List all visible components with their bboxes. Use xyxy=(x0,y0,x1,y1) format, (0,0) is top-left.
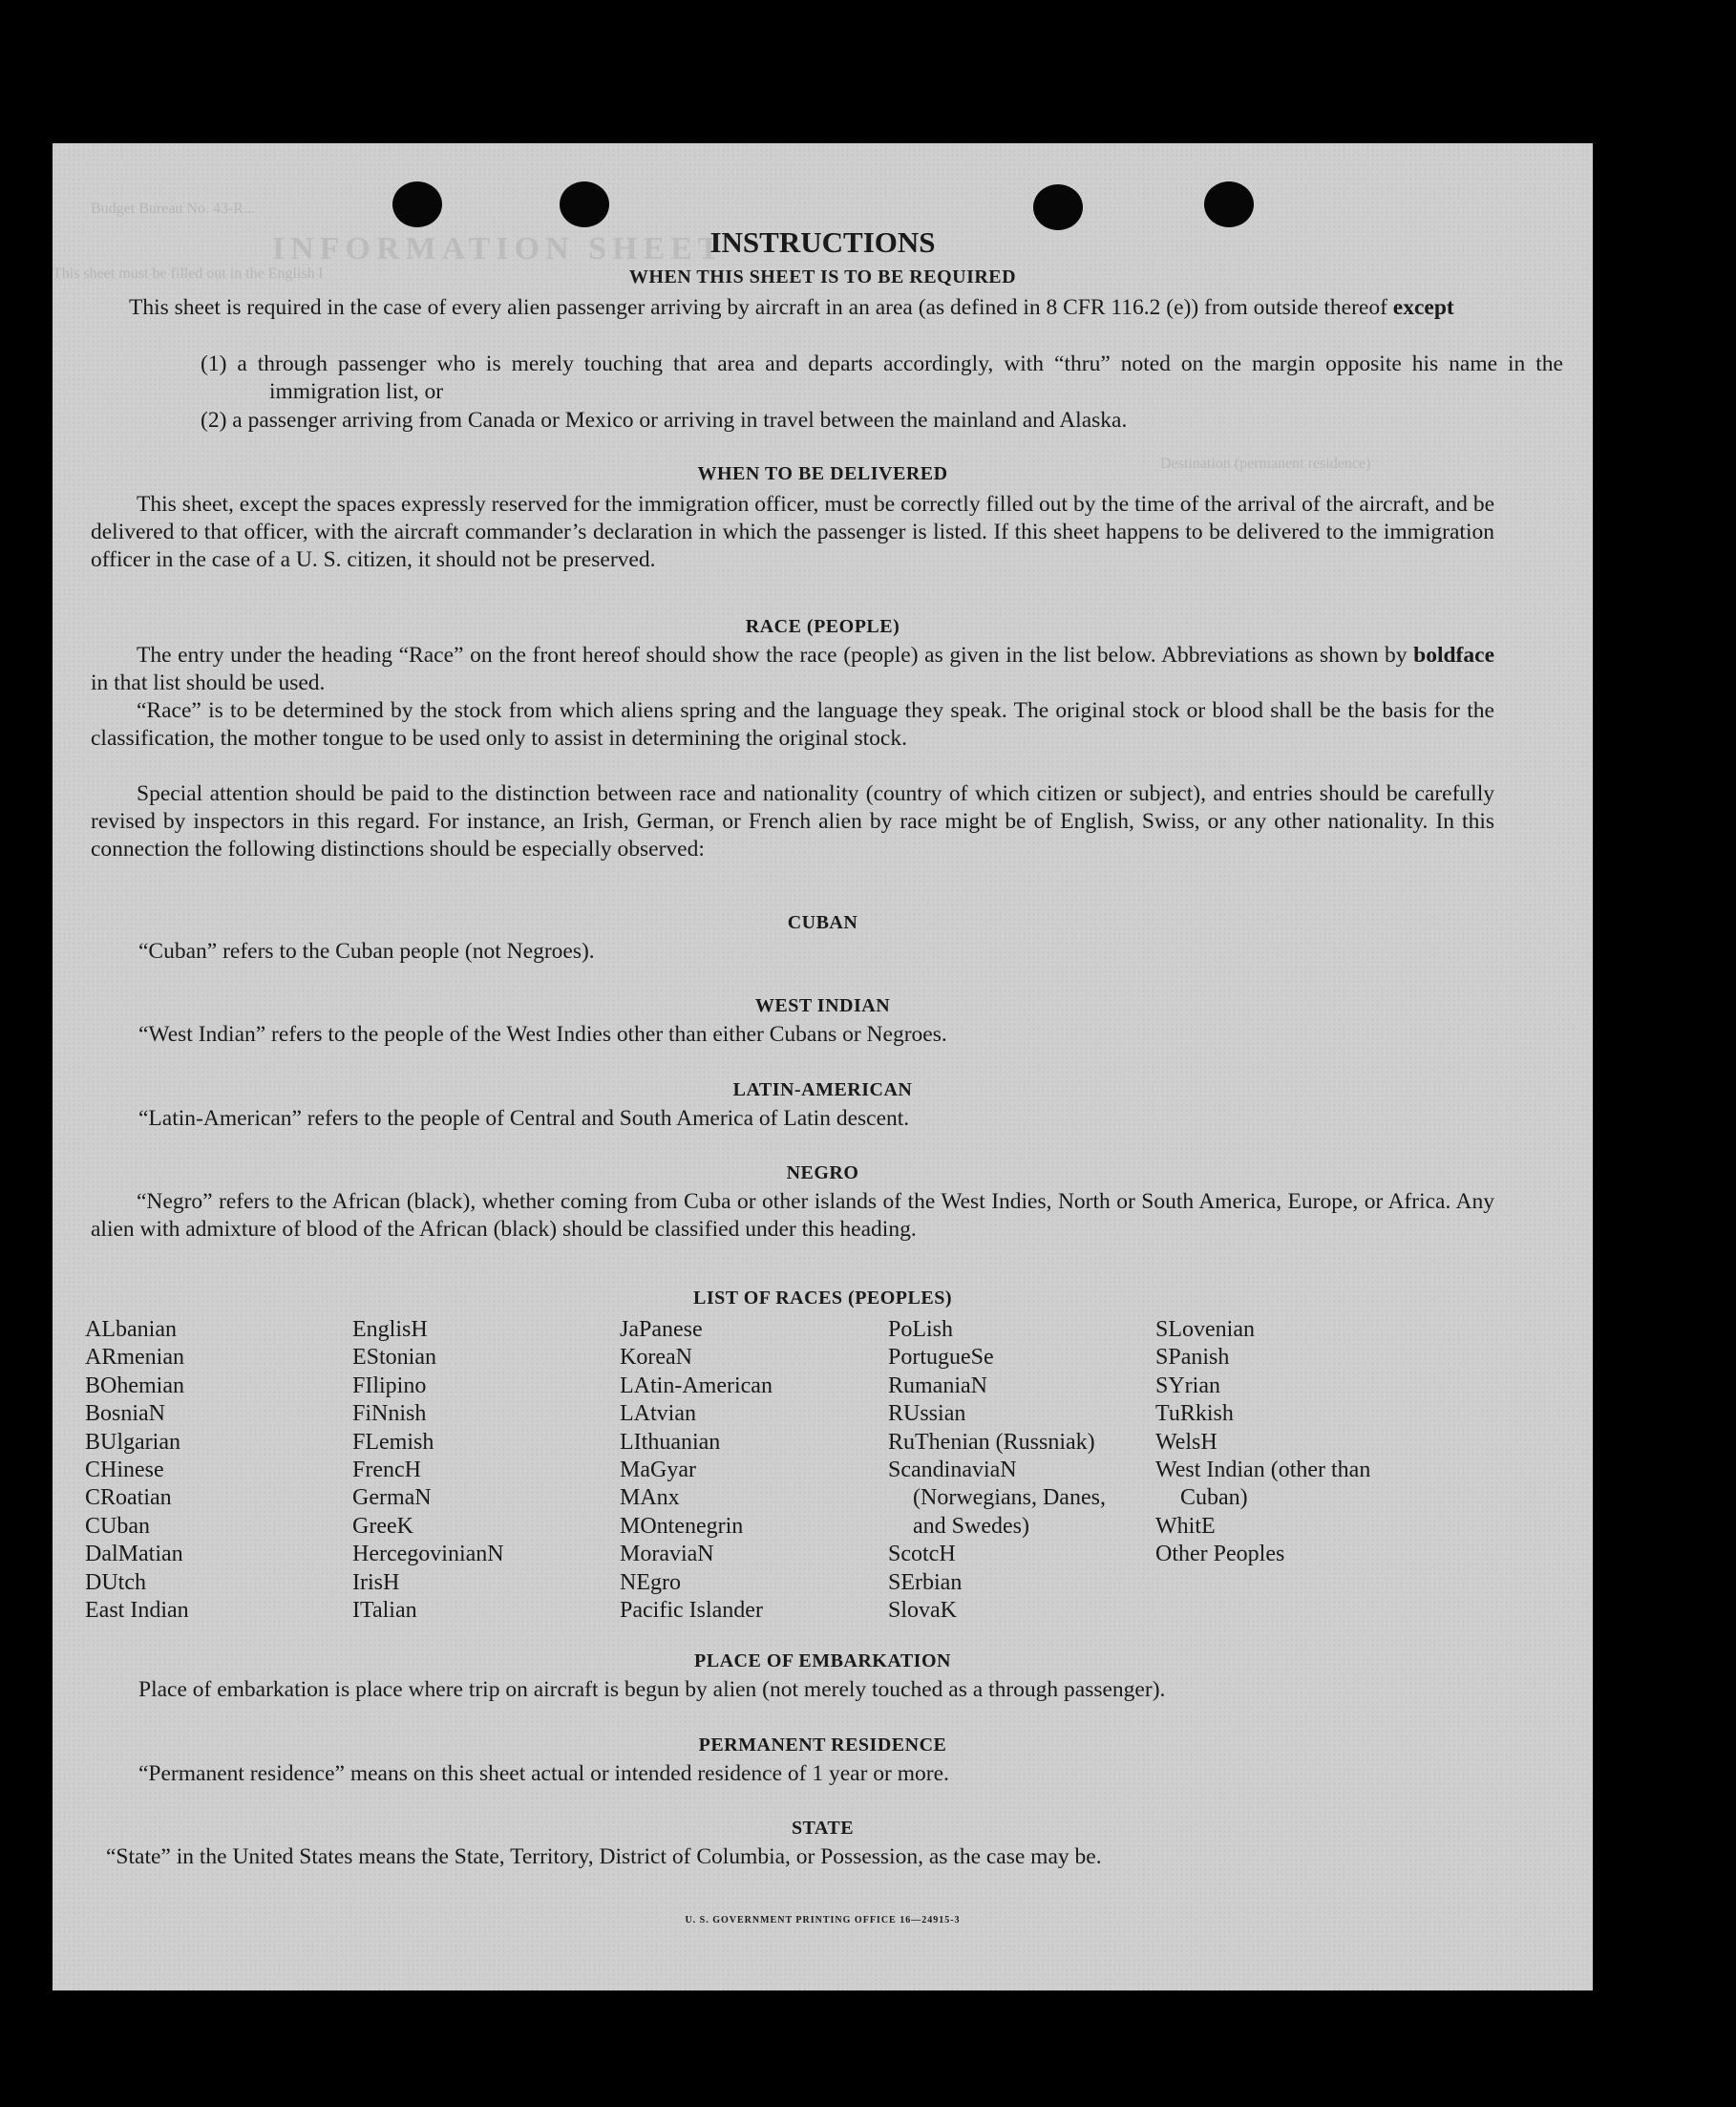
boldface-word: boldface xyxy=(1413,643,1494,668)
race-item: EStonian xyxy=(352,1345,436,1371)
page-title: INSTRUCTIONS xyxy=(709,225,936,259)
when-required-intro-text: This sheet is required in the case of every alien passenger arriving by aircraft in an area (as defined in 8 CFR 116.2 (e)) from outside thereof xyxy=(129,295,1387,320)
race-item: GermaN xyxy=(352,1485,432,1511)
race-item: GreeK xyxy=(352,1513,413,1539)
race-item: ScandinaviaN (Norwegians, Danes, and Swedes) xyxy=(888,1458,1106,1539)
printing-office-imprint: U. S. GOVERNMENT PRINTING OFFICE 16—24915-3 xyxy=(685,1915,961,1926)
heading-latin-american: LATIN-AMERICAN xyxy=(732,1079,913,1100)
race-item: PoLish xyxy=(888,1317,954,1342)
race-item: SLovenian xyxy=(1155,1317,1255,1342)
race-item: CUban xyxy=(85,1513,150,1539)
bleed-through-line: This sheet must be filled out in the English l xyxy=(53,266,324,282)
punch-hole xyxy=(1204,181,1254,227)
race-item: RuThenian (Russniak) xyxy=(888,1429,1095,1455)
race-item: PortugueSe xyxy=(888,1345,994,1371)
when-delivered-text: This sheet, except the spaces expressly reserved for the immigration officer, must be correctly filled out by the time of the arrival of the aircraft, and be delivered to that officer, with the aircraft commander’s declaration in which the passenger is listed. If this sheet happens to be delivered to the immigration officer in the case of a U. S. citizen, it should not be preserved. xyxy=(91,492,1494,572)
race-item: MAnx xyxy=(620,1485,680,1511)
latin-american-text: “Latin-American” refers to the people of Central and South America of Latin descent. xyxy=(138,1106,910,1131)
race-item: LAtvian xyxy=(620,1401,696,1427)
race-item: MoraviaN xyxy=(620,1542,714,1567)
heading-west-indian: WEST INDIAN xyxy=(754,995,891,1016)
negro-text: “Negro” refers to the African (black), whether coming from Cuba or other islands of the West Indies, North or South America, Europe, or Africa. Any alien with admixture of blood of the African (black) should be classified under this heading. xyxy=(91,1189,1494,1242)
race-item: FrencH xyxy=(352,1458,421,1483)
race-item: WhitE xyxy=(1155,1513,1216,1539)
race-item: DalMatian xyxy=(85,1542,183,1567)
race-paragraph-2: “Race” is to be determined by the stock from which aliens spring and the language they speak. The original stock or blood shall be the basis for the classification, the mother tongue to be used only to assist in determining the original stock. xyxy=(91,698,1494,751)
residence-text: “Permanent residence” means on this sheet actual or intended residence of 1 year or more. xyxy=(138,1761,949,1786)
punch-hole xyxy=(392,181,442,227)
race-item: WelsH xyxy=(1155,1429,1217,1455)
when-required-item-2: (2) a passenger arriving from Canada or Mexico or arriving in travel between the mainland and Alaska. xyxy=(201,408,1128,433)
race-item: NEgro xyxy=(620,1569,681,1595)
heading-state: STATE xyxy=(791,1818,855,1839)
race-item: CRoatian xyxy=(85,1485,172,1511)
race-item: JaPanese xyxy=(620,1317,703,1342)
bleed-through-heading: INFORMATION SHEET xyxy=(272,231,726,266)
when-required-intro xyxy=(72,294,1494,322)
race-item: SPanish xyxy=(1155,1345,1230,1371)
race-item: ALbanian xyxy=(85,1317,177,1342)
races-column-3 xyxy=(620,1316,878,1625)
west-indian-text: “West Indian” refers to the people of the West Indies other than either Cubans or Negroes. xyxy=(138,1022,947,1047)
race-item: RUssian xyxy=(888,1401,966,1427)
race-item: HercegovinianN xyxy=(352,1542,504,1567)
race-item: KoreaN xyxy=(620,1345,692,1371)
race-paragraph-3: Special attention should be paid to the distinction between race and nationality (country of which citizen or subject), and entries should be carefully revised by inspectors in this regard. For instance, an Irish, German, or French alien by race might be of English, Swiss, or any other nationality. In this connection the following distinctions should be especially observed: xyxy=(91,781,1494,862)
race-item: Other Peoples xyxy=(1155,1542,1285,1567)
heading-cuban: CUBAN xyxy=(787,912,858,933)
race-p1-text-end: in that list should be used. xyxy=(91,670,326,695)
bleed-through-line: Destination (permanent residence) xyxy=(1160,456,1371,472)
race-item: West Indian (other than Cuban) xyxy=(1155,1458,1371,1511)
punch-hole xyxy=(560,181,609,227)
embarkation-text: Place of embarkation is place where trip on aircraft is begun by alien (not merely touched as a through passenger). xyxy=(138,1677,1166,1702)
heading-place-of-embarkation: PLACE OF EMBARKATION xyxy=(694,1650,951,1671)
race-item: FLemish xyxy=(352,1429,434,1455)
race-item: RumaniaN xyxy=(888,1373,987,1398)
race-item: ARmenian xyxy=(85,1345,184,1371)
race-item: ScotcH xyxy=(888,1542,956,1567)
race-item: SYrian xyxy=(1155,1373,1220,1398)
race-item: BOhemian xyxy=(85,1373,184,1398)
document-sheet xyxy=(53,143,1593,1990)
when-required-item-1: (1) a through passenger who is merely touching that area and departs accordingly, with “thru” noted on the margin opposite his name in the immigration list, or xyxy=(201,351,1563,404)
race-item: DUtch xyxy=(85,1569,146,1595)
race-item: BUlgarian xyxy=(85,1429,180,1455)
races-column-4 xyxy=(888,1316,1141,1625)
races-column-2 xyxy=(352,1316,610,1625)
races-column-5 xyxy=(1155,1316,1418,1569)
bleed-through-line: Budget Bureau No. 43-R... xyxy=(91,201,255,217)
race-item: ITalian xyxy=(352,1598,417,1624)
heading-permanent-residence: PERMANENT RESIDENCE xyxy=(698,1735,947,1756)
races-column-1 xyxy=(85,1316,343,1625)
state-text: “State” in the United States means the State, Territory, District of Columbia, or Possession, as the case may be. xyxy=(106,1844,1102,1869)
except-bold: except xyxy=(1392,295,1454,320)
race-item: FiNnish xyxy=(352,1401,427,1427)
race-item: CHinese xyxy=(85,1458,164,1483)
race-item: TuRkish xyxy=(1155,1401,1234,1427)
race-paragraph-1 xyxy=(91,642,1494,697)
race-item: LAtin-American xyxy=(620,1373,773,1398)
race-item: LIthuanian xyxy=(620,1429,721,1455)
heading-negro: NEGRO xyxy=(786,1162,859,1183)
race-item: MaGyar xyxy=(620,1458,696,1483)
heading-race: RACE (PEOPLE) xyxy=(745,616,900,637)
heading-when-delivered: WHEN TO BE DELIVERED xyxy=(697,463,948,484)
race-item: BosniaN xyxy=(85,1401,165,1427)
race-item: EnglisH xyxy=(352,1317,428,1342)
punch-hole xyxy=(1033,184,1083,230)
race-item: Pacific Islander xyxy=(620,1598,763,1624)
heading-when-required: WHEN THIS SHEET IS TO BE REQUIRED xyxy=(628,266,1017,287)
cuban-text: “Cuban” refers to the Cuban people (not Negroes). xyxy=(138,939,595,964)
race-item: IrisH xyxy=(352,1569,400,1595)
race-item: FIlipino xyxy=(352,1373,427,1398)
race-p1-text: The entry under the heading “Race” on the front hereof should show the race (people) as given in the list below. Abbreviations as shown by xyxy=(137,643,1408,668)
heading-list-of-races: LIST OF RACES (PEOPLES) xyxy=(692,1288,952,1309)
race-item: MOntenegrin xyxy=(620,1513,744,1539)
race-item: SErbian xyxy=(888,1569,963,1595)
race-item: SlovaK xyxy=(888,1598,957,1624)
race-item: East Indian xyxy=(85,1598,189,1624)
